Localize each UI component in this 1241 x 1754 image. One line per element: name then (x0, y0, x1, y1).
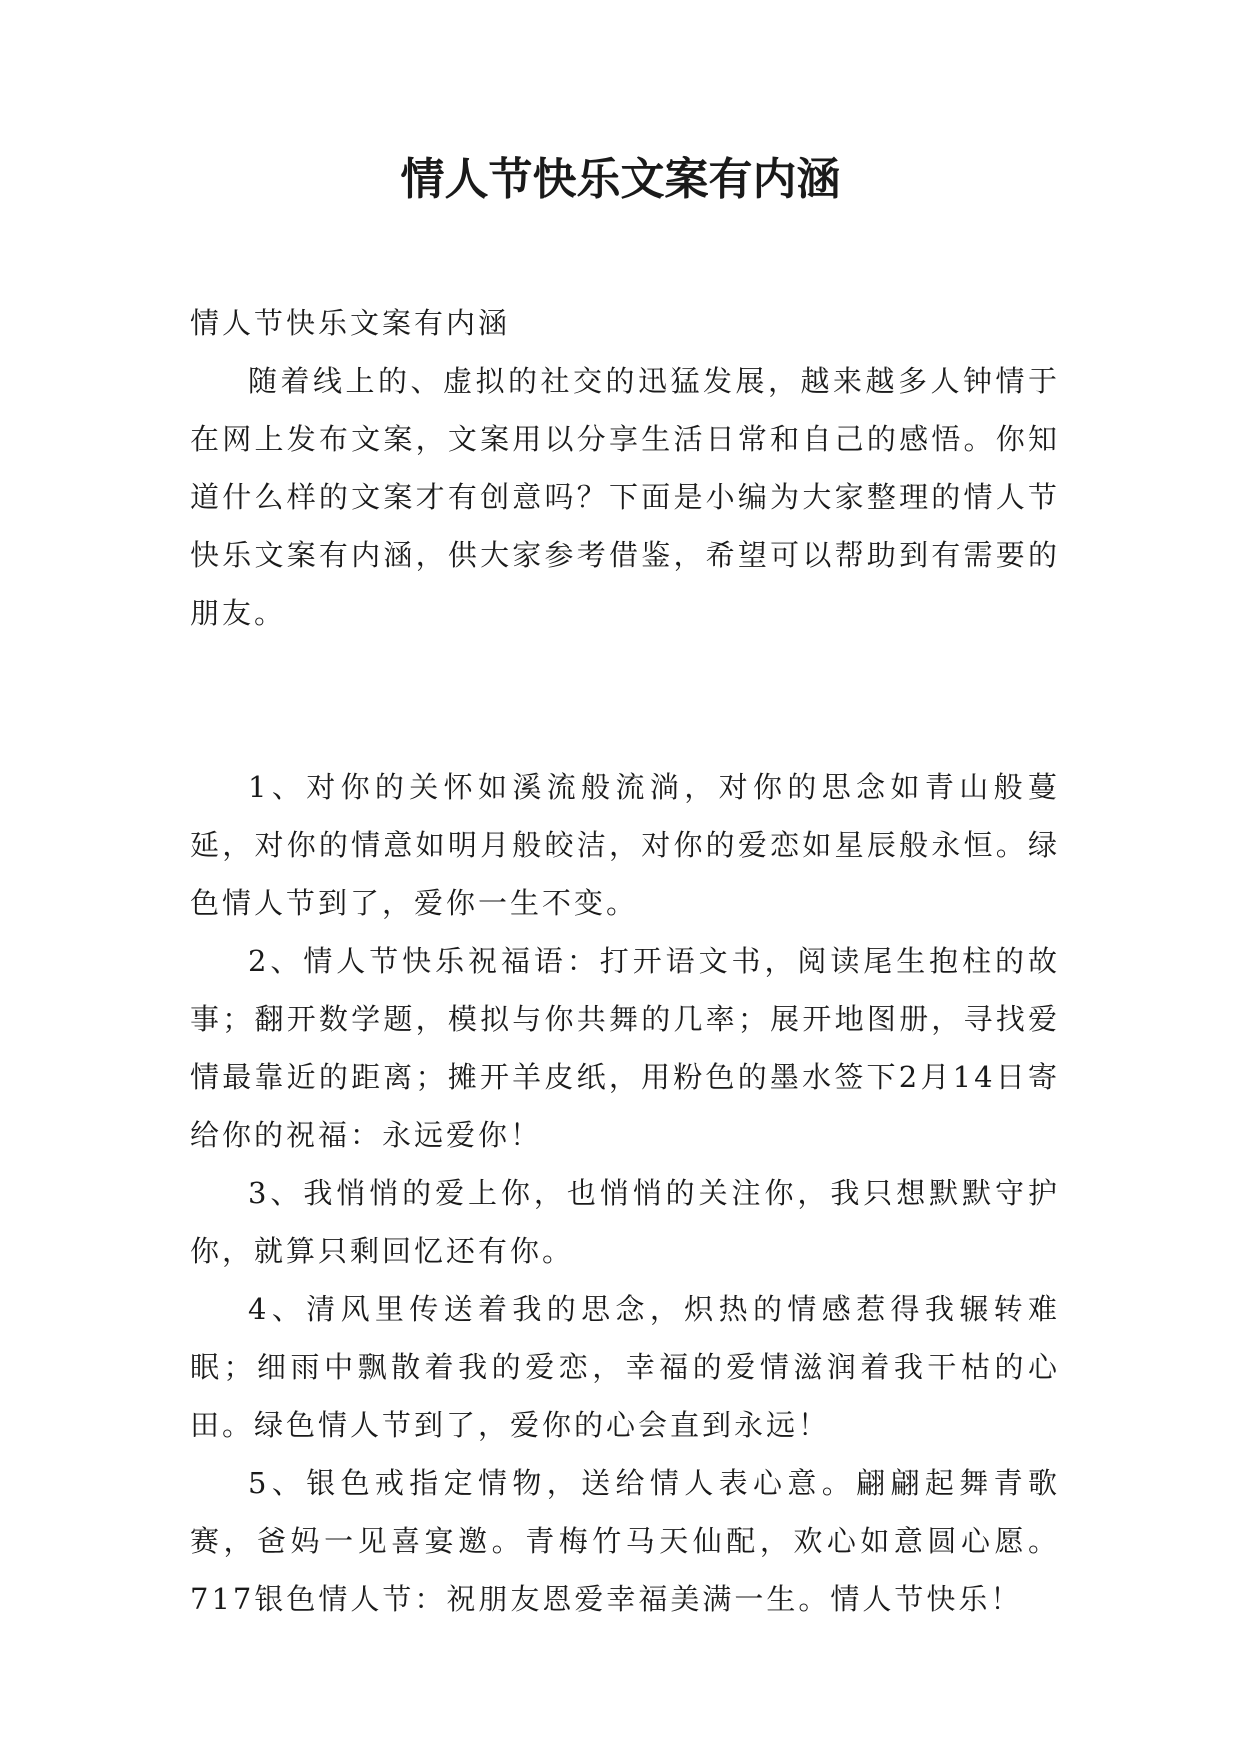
document-title: 情人节快乐文案有内涵 (400, 154, 841, 205)
list-item: 1、对你的关怀如溪流般流淌，对你的思念如青山般蔓延，对你的情意如明月般皎洁，对你的爱恋如星辰般永恒。绿色情人节到了，爱你一生不变。 (190, 770, 1060, 920)
list-item: 4、清风里传送着我的思念，炽热的情感惹得我辗转难眠；细雨中飘散着我的爱恋，幸福的爱情滋润着我干枯的心田。绿色情人节到了，爱你的心会直到永远！ (190, 1292, 1060, 1442)
document-body (190, 294, 1060, 1628)
list-item: 2、情人节快乐祝福语：打开语文书，阅读尾生抱柱的故事；翻开数学题，模拟与你共舞的几率；展开地图册，寻找爱情最靠近的距离；摊开羊皮纸，用粉色的墨水签下2月14日寄给你的祝福：永远爱你！ (190, 944, 1060, 1152)
intro-paragraph: 随着线上的、虚拟的社交的迅猛发展，越来越多人钟情于在网上发布文案，文案用以分享生活日常和自己的感悟。你知道什么样的文案才有创意吗？下面是小编为大家整理的情人节快乐文案有内涵，供大家参考借鉴，希望可以帮助到有需要的朋友。 (190, 364, 1060, 630)
paragraph-spacer (190, 642, 1060, 758)
document-subtitle: 情人节快乐文案有内涵 (190, 306, 511, 340)
list-item: 3、我悄悄的爱上你，也悄悄的关注你，我只想默默守护你，就算只剩回忆还有你。 (190, 1176, 1060, 1268)
list-item: 5、银色戒指定情物，送给情人表心意。翩翩起舞青歌赛，爸妈一见喜宴邀。青梅竹马天仙配，欢心如意圆心愿。717银色情人节：祝朋友恩爱幸福美满一生。情人节快乐！ (190, 1466, 1060, 1616)
